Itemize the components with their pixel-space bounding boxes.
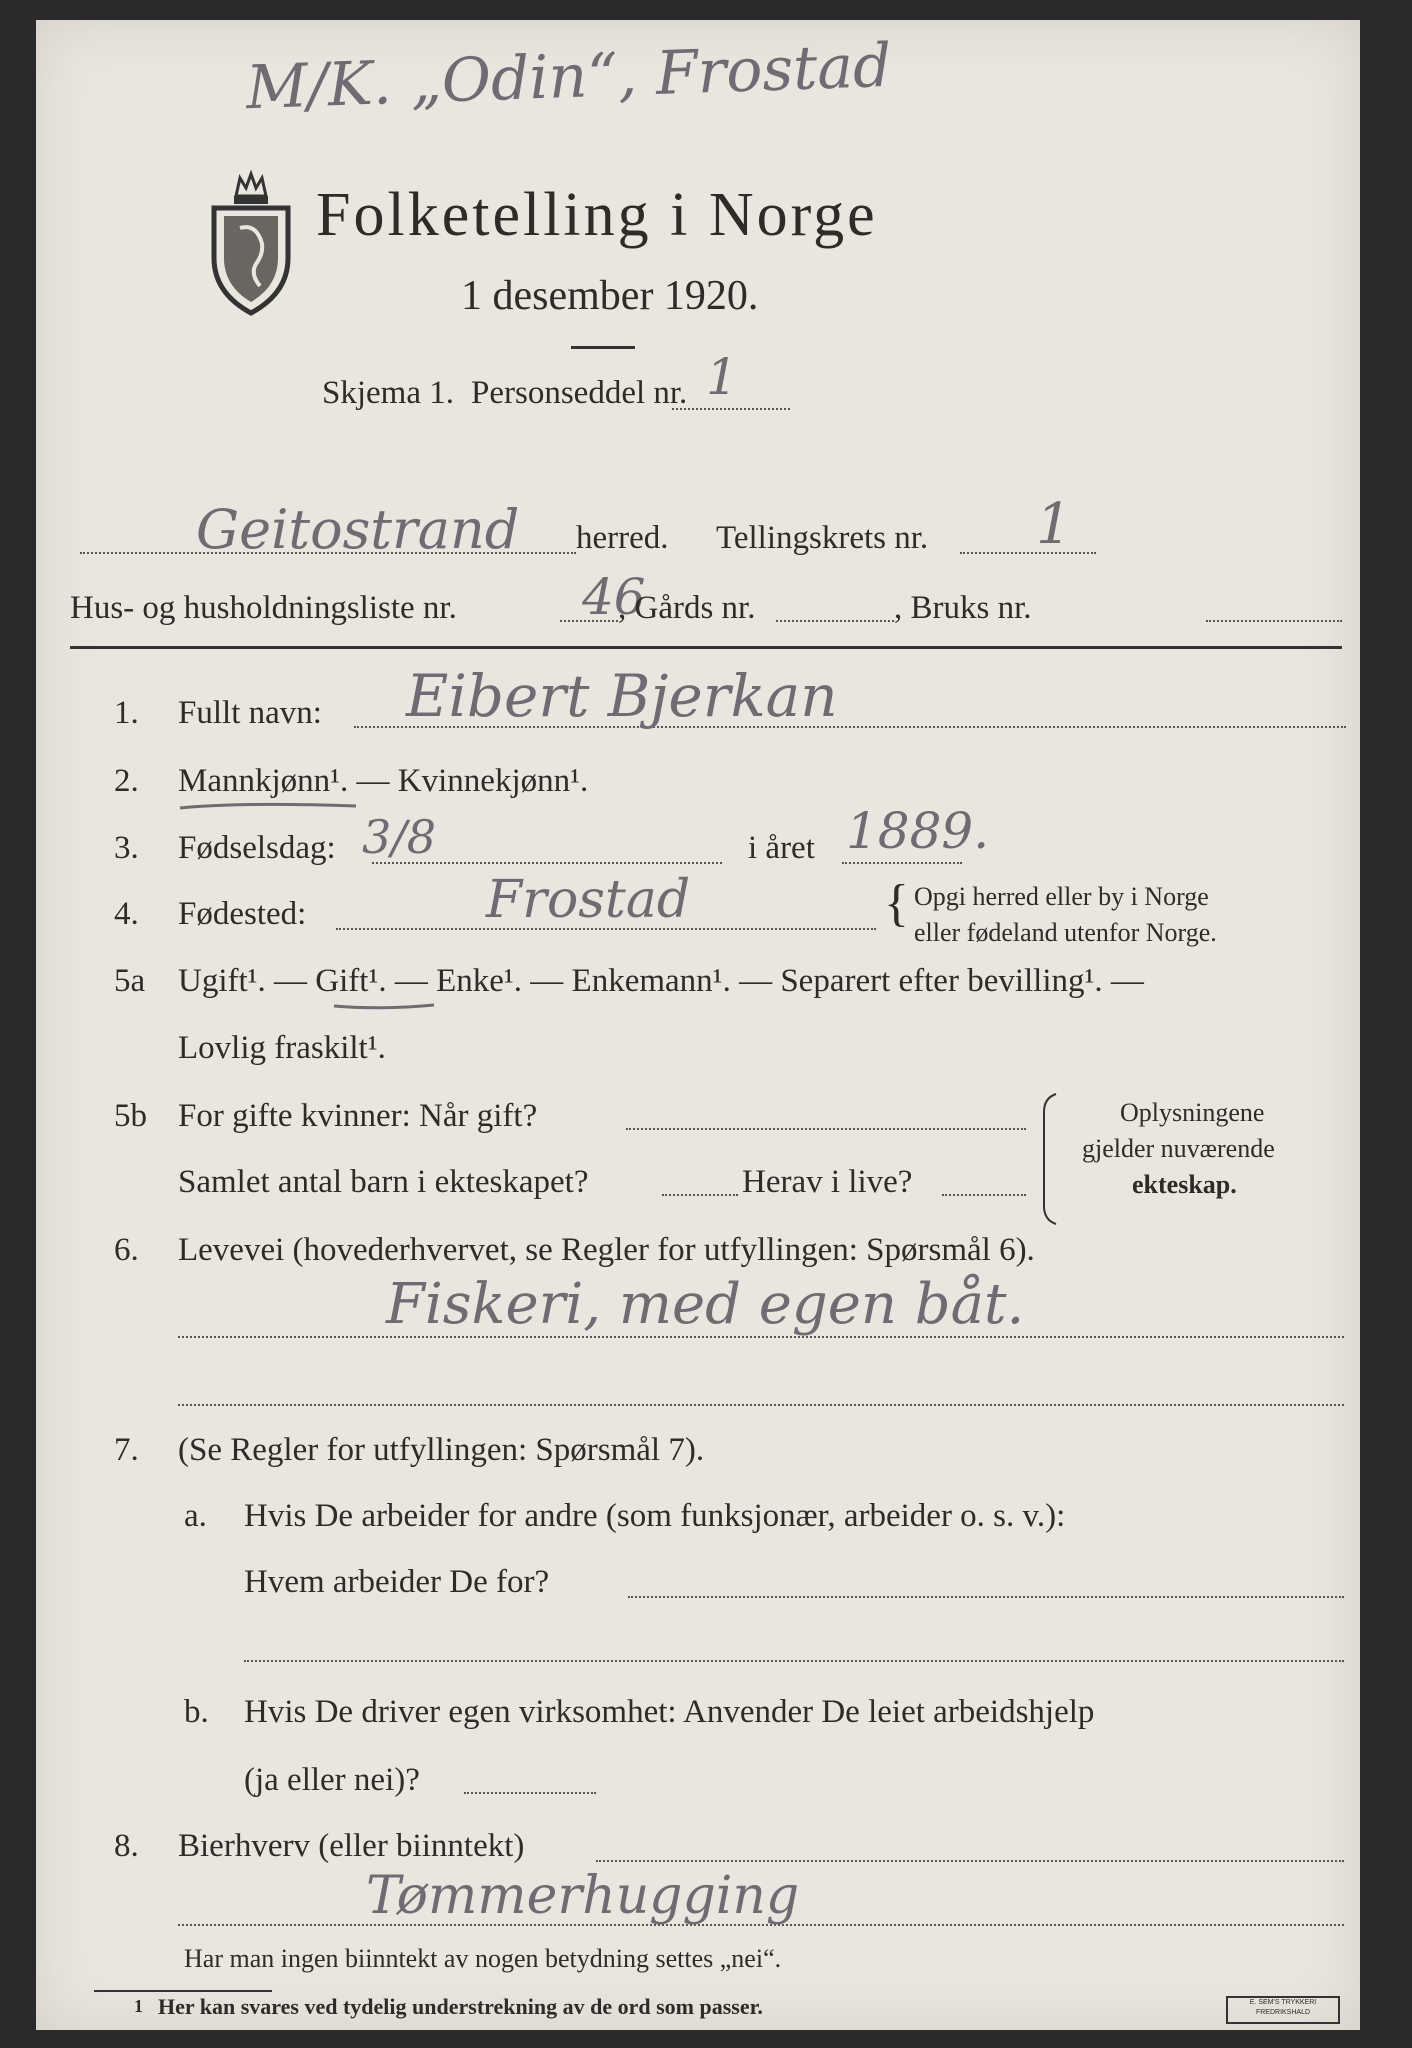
- q4-note-line2: eller fødeland utenfor Norge.: [914, 918, 1217, 947]
- q5b-label2: Samlet antal barn i ekteskapet?: [178, 1164, 589, 1200]
- q1-value: Eibert Bjerkan: [406, 662, 838, 730]
- page-title: Folketelling i Norge: [316, 181, 878, 249]
- q7a-label: Hvis De arbeider for andre (som funksjonær, arbeider o. s. v.):: [244, 1498, 1066, 1534]
- q7a-letter: a.: [184, 1498, 207, 1534]
- q6-label: Levevei (hovederhvervet, se Regler for utfyllingen: Spørsmål 6).: [178, 1232, 1035, 1268]
- q7b-label2: (ja eller nei)?: [244, 1762, 420, 1798]
- q3-number: 3.: [114, 830, 139, 866]
- q4-note-brace: {: [884, 875, 909, 932]
- footnote-marker: 1: [134, 1996, 143, 2016]
- q7-number: 7.: [114, 1432, 139, 1468]
- herred-label: herred.: [576, 520, 669, 556]
- q2-label: Mannkjønn¹. — Kvinnekjønn¹.: [178, 763, 589, 799]
- tellingskrets-line: [960, 552, 1096, 554]
- printer-stamp-line2: FREDRIKSHALD: [1255, 2009, 1311, 2016]
- q2-underline-mark: [178, 800, 358, 812]
- q5b-label3: Herav i live?: [742, 1164, 913, 1200]
- q5a-label: Ugift¹. — Gift¹. — Enke¹. — Enkemann¹. — Separert efter bevilling¹. —: [178, 963, 1144, 999]
- husholdningsliste-value: 46: [582, 568, 646, 626]
- q4-value: Frostad: [486, 870, 691, 930]
- q5a-number: 5a: [114, 963, 146, 999]
- q5b-note-line3: ekteskap.: [1132, 1170, 1237, 1199]
- q7-label: (Se Regler for utfyllingen: Spørsmål 7).: [178, 1432, 705, 1468]
- tellingskrets-value: 1: [1036, 492, 1072, 557]
- q2-number: 2.: [114, 763, 139, 799]
- coat-of-arms-icon: [206, 168, 296, 318]
- gards-line: [776, 620, 894, 622]
- q8-label: Bierhverv (eller biinntekt): [178, 1828, 525, 1864]
- footnote-text: Her kan svares ved tydelig understrekning av de ord som passer.: [158, 1994, 763, 2019]
- q8-value: Tømmerhugging: [366, 1866, 800, 1926]
- q6-value: Fiskeri, med egen båt.: [386, 1272, 1025, 1337]
- q4-number: 4.: [114, 896, 139, 932]
- q5b-note-line2: gjelder nuværende: [1082, 1134, 1275, 1163]
- census-date: 1 desember 1920.: [461, 273, 759, 319]
- q3-year-label: i året: [748, 830, 815, 866]
- q4-note-line1: Opgi herred eller by i Norge: [914, 882, 1209, 911]
- q3-year-value: 1889.: [846, 802, 990, 860]
- q7a-label2: Hvem arbeider De for?: [244, 1564, 550, 1600]
- q5b-note-bracket: [1040, 1092, 1060, 1226]
- q5a-underline-mark: [332, 1000, 436, 1012]
- herred-value: Geitostrand: [196, 498, 520, 561]
- q5b-label: For gifte kvinner: Når gift?: [178, 1098, 538, 1134]
- q8-line1: [596, 1860, 1344, 1862]
- q4-label: Fødested:: [178, 896, 307, 932]
- q3-label: Fødselsdag:: [178, 830, 336, 866]
- bruks-line: [1206, 620, 1342, 622]
- q3-value: 3/8: [362, 810, 437, 864]
- personseddel-line: [672, 408, 790, 410]
- q7a-line1: [628, 1596, 1344, 1598]
- q7b-label: Hvis De driver egen virksomhet: Anvender De leiet arbeidshjelp: [244, 1694, 1095, 1730]
- q5b-note-line1: Oplysningene: [1120, 1098, 1265, 1127]
- q3-year-line: [842, 862, 962, 864]
- skjema-label: Skjema 1.: [322, 375, 454, 411]
- footnote-rule: [94, 1990, 272, 1992]
- bruks-label: , Bruks nr.: [894, 590, 1032, 626]
- q6-line2: [178, 1404, 1344, 1406]
- q8-note: Har man ingen biinntekt av nogen betydning settes „nei“.: [184, 1944, 782, 1973]
- q5b-number: 5b: [114, 1098, 147, 1134]
- tellingskrets-label: Tellingskrets nr.: [716, 520, 929, 556]
- q7b-line: [464, 1792, 596, 1794]
- printer-stamp: [1226, 1996, 1340, 2024]
- q5b-line1: [626, 1128, 1026, 1130]
- husholdningsliste-label: Hus- og husholdningsliste nr.: [70, 590, 457, 626]
- gards-label: , Gårds nr.: [618, 590, 756, 626]
- personseddel-value: 1: [706, 348, 738, 406]
- printer-stamp-line1: E. SEM'S TRYKKERI: [1249, 1999, 1317, 2006]
- q8-number: 8.: [114, 1828, 139, 1864]
- q6-number: 6.: [114, 1232, 139, 1268]
- q5b-line3: [942, 1194, 1026, 1196]
- census-form-page: [36, 20, 1360, 2030]
- q1-label: Fullt navn:: [178, 695, 322, 731]
- personseddel-label: Personseddel nr.: [471, 375, 688, 411]
- q7a-line2: [244, 1660, 1344, 1662]
- q7b-letter: b.: [184, 1694, 209, 1730]
- top-annotation: M/K. „Odin“, Frostad: [244, 30, 893, 124]
- title-divider: [571, 346, 635, 349]
- q1-number: 1.: [114, 695, 139, 731]
- q5a-label2: Lovlig fraskilt¹.: [178, 1030, 386, 1066]
- header-rule: [70, 646, 1342, 649]
- q5b-line2: [662, 1194, 738, 1196]
